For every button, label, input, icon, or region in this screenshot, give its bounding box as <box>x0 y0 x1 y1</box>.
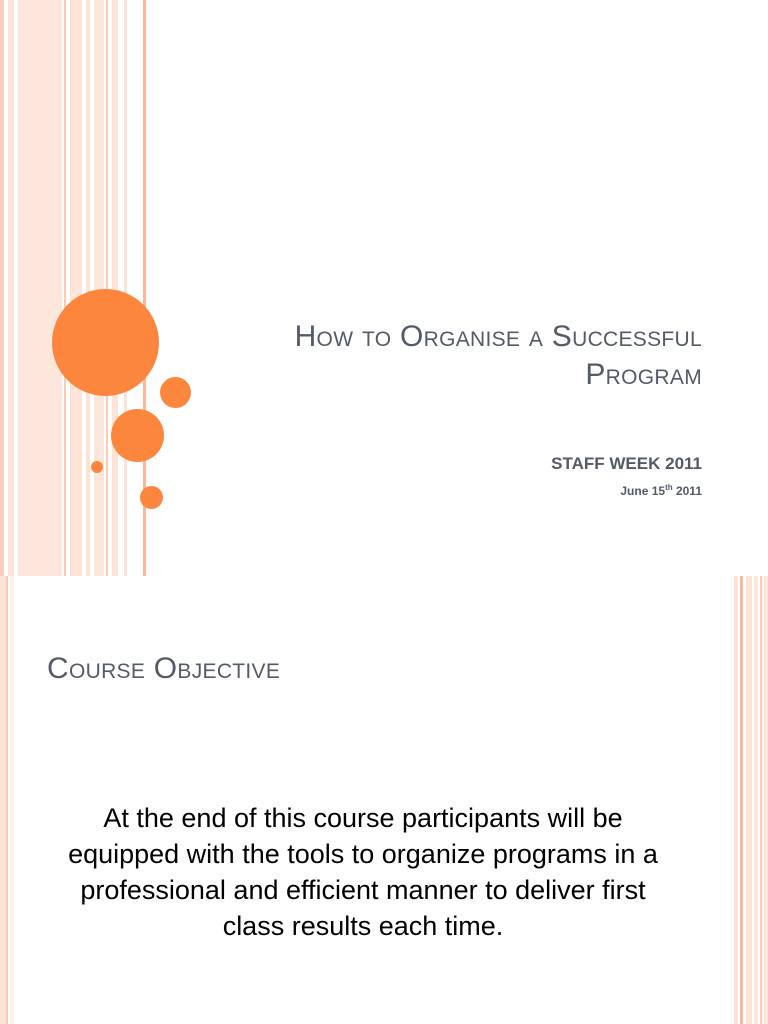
decorative-circle-tiny-icon <box>91 461 103 473</box>
decorative-circle-medium-icon <box>111 409 164 462</box>
decorative-stripe <box>64 0 66 576</box>
decorative-stripe <box>764 576 768 1024</box>
date-year: 2011 <box>672 484 702 498</box>
slide-subtitle: STAFF WEEK 2011 <box>551 454 702 473</box>
decorative-stripe <box>734 576 738 1024</box>
decorative-stripe <box>740 576 743 1024</box>
date-prefix: June 15 <box>620 484 666 498</box>
slide-body-text: At the end of this course participants will be equipped with the tools to organize programs in a professional and efficient manner to deliver first class results each time. <box>68 803 658 941</box>
decorative-stripe <box>18 0 62 576</box>
decorative-stripe <box>746 576 752 1024</box>
decorative-stripe <box>112 0 118 576</box>
decorative-stripe <box>8 0 14 576</box>
decorative-circle-large-icon <box>52 289 159 396</box>
decorative-stripe <box>0 0 4 576</box>
decorative-stripe <box>94 0 104 576</box>
decorative-stripe <box>70 0 82 576</box>
decorative-stripe <box>760 576 762 1024</box>
decorative-circle-small-icon <box>140 486 163 509</box>
decorative-stripe <box>124 0 127 576</box>
slide-title: How to Organise a Successful Program <box>294 320 702 391</box>
decorative-stripe <box>6 576 8 1024</box>
date-suffix: th <box>665 483 673 492</box>
decorative-stripe <box>10 576 14 1024</box>
decorative-stripe <box>106 0 108 576</box>
decorative-stripe <box>754 576 758 1024</box>
slide-title: Course Objective <box>47 652 281 685</box>
slide-date <box>620 483 702 498</box>
decorative-stripe <box>86 0 90 576</box>
